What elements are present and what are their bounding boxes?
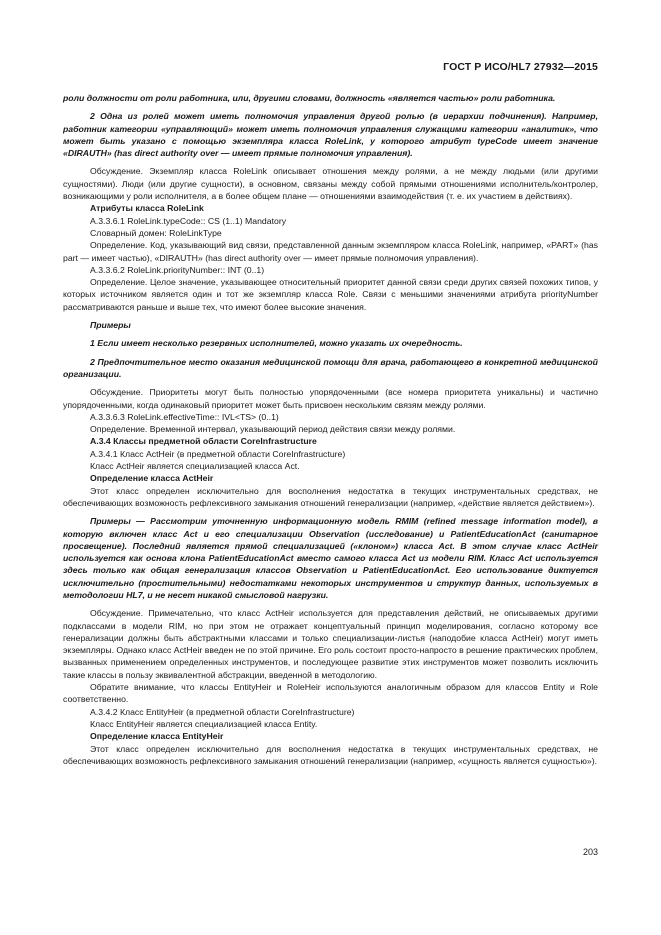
paragraph: 2 Одна из ролей может иметь полномочия управления другой ролью (в иерархии подчинения). Например, работник категории «управляющий» может иметь полномочия управления служащими категории «аналитик», что может быть указано с помощью экземпляра класса RoleLink, у которого атрибут typeCode имеет значение «DIRAUTH» (has direct authority over — имеет прямые полномочия управления). [63,111,598,159]
document-body [63,92,598,767]
paragraph: Словарный домен: RoleLinkType [90,227,222,238]
paragraph: Обратите внимание, что классы EntityHeir и RoleHeir используются аналогичным образом для классов Entity и Role соответственно. [63,682,598,705]
page-header-title: ГОСТ Р ИСО/HL7 27932—2015 [443,61,598,73]
paragraph: A.3.4 Классы предметной области CoreInfrastructure [90,436,317,447]
paragraph: Определение класса ActHeir [90,473,214,484]
paragraph: Определение класса EntityHeir [90,731,224,742]
paragraph: Определение. Код, указывающий вид связи, представленной данным экземпляром класса RoleLink, например, «PART» (has part — имеет частью), «DIRAUTH» (has direct authority over — имеет прямые полномочия управления). [63,240,598,263]
paragraph: A.3.4.1 Класс ActHeir (в предметной области CoreInfrastructure) [90,448,346,459]
paragraph: A.3.4.2 Класс EntityHeir (в предметной области CoreInfrastructure) [90,706,355,717]
paragraph: 2 Предпочтительное место оказания медицинской помощи для врача, работающего в конкретной медицинской организации. [63,356,598,379]
paragraph: Обсуждение. Примечательно, что класс ActHeir используется для представления действий, не описываемых другими подклассами в модели RIM, но при этом не отражает концептуальный принцип моделирования, согласно которому все генерализации должны быть абстрактными классами и только специализации-листья (наподобие класса ActHeir) могут иметь экземпляры. Однако класс ActHeir введен не по этой причине. Его роль состоит просто-напросто в решение практических проблем, вызванных применением определенных инструментов, и последующее развитие этих инструментов может позволить исключить такие классы в пользу эквивалентной абстракции, введенной в методологию. [63,608,598,680]
paragraph: Примеры — Рассмотрим уточненную информационную модель RMIM (refined message information model), в которую включен класс Act и его специализации Observation (исследование) и PatientEducationAct (санитарное просвещение). Последний является прямой специализацией («клоном») класса Act. В этом случае класс ActHeir используется как основа клона PatientEducationAct вместо самого класса Act из модели RIM. Класс Act используется здесь только как общая генерализация классов Observation и PatientEducationAct. Его использование диктуется исключительно (простительными) недостатками некоторых инструментов и структур данных, используемых в методологии HL7, и не несет никакой смысловой нагрузки. [63,516,598,600]
paragraph: A.3.3.6.3 RoleLink.effectiveTime:: IVL<TS> (0..1) [90,411,279,422]
paragraph: A.3.3.6.2 RoleLink.priorityNumber:: INT (0..1) [90,264,265,275]
paragraph: Определение. Целое значение, указывающее относительный приоритет данной связи среди других связей похожих типов, у которых источником является один и тот же экземпляр класса Role. Связи с меньшими значениями атрибута priorityNumber рассматриваются раньше и выше тех, что имеют более высокие значения. [63,277,598,312]
paragraph: Этот класс определен исключительно для восполнения недостатка в текущих инструментальных средствах, не обеспечивающих возможность рефлексивного замыкания отношений генерализации (например, «действие является действием»). [63,485,598,508]
paragraph: Обсуждение. Приоритеты могут быть полностью упорядоченными (все номера приоритета уникальны) и частично упорядоченными, когда одинаковый приоритет может быть присвоен нескольким связям между ролями. [63,387,598,410]
page-number: 203 [582,847,598,857]
paragraph: роли должности от роли работника, или, другими словами, должность «является частью» роли работника. [63,93,556,103]
paragraph: Обсуждение. Экземпляр класса RoleLink описывает отношения между ролями, а не между людьми (или другими сущностями). Люди (или другие сущности), в основном, связаны между собой прямыми отношениями исполнитель/контролер, возникающими у роли исполнителя, а в более общем плане — отношениями взаимодействия (т. е. их участием в действиях). [63,166,598,202]
paragraph: Примеры [90,320,131,331]
paragraph: Этот класс определен исключительно для восполнения недостатка в текущих инструментальных средствах, не обеспечивающих возможность рефлексивного замыкания отношений генерализации (например, «сущность является сущностью»). [63,743,598,766]
paragraph: Класс EntityHeir является специализацией класса Entity. [90,718,318,729]
paragraph: Определение. Временной интервал, указывающий период действия связи между ролями. [90,424,456,435]
paragraph: Класс ActHeir является специализацией класса Act. [90,461,300,472]
paragraph: Атрибуты класса RoleLink [90,203,204,214]
paragraph: 1 Если имеет несколько резервных исполнителей, можно указать их очередность. [90,338,463,349]
paragraph: A.3.3.6.1 RoleLink.typeCode:: CS (1..1) Mandatory [90,215,287,226]
